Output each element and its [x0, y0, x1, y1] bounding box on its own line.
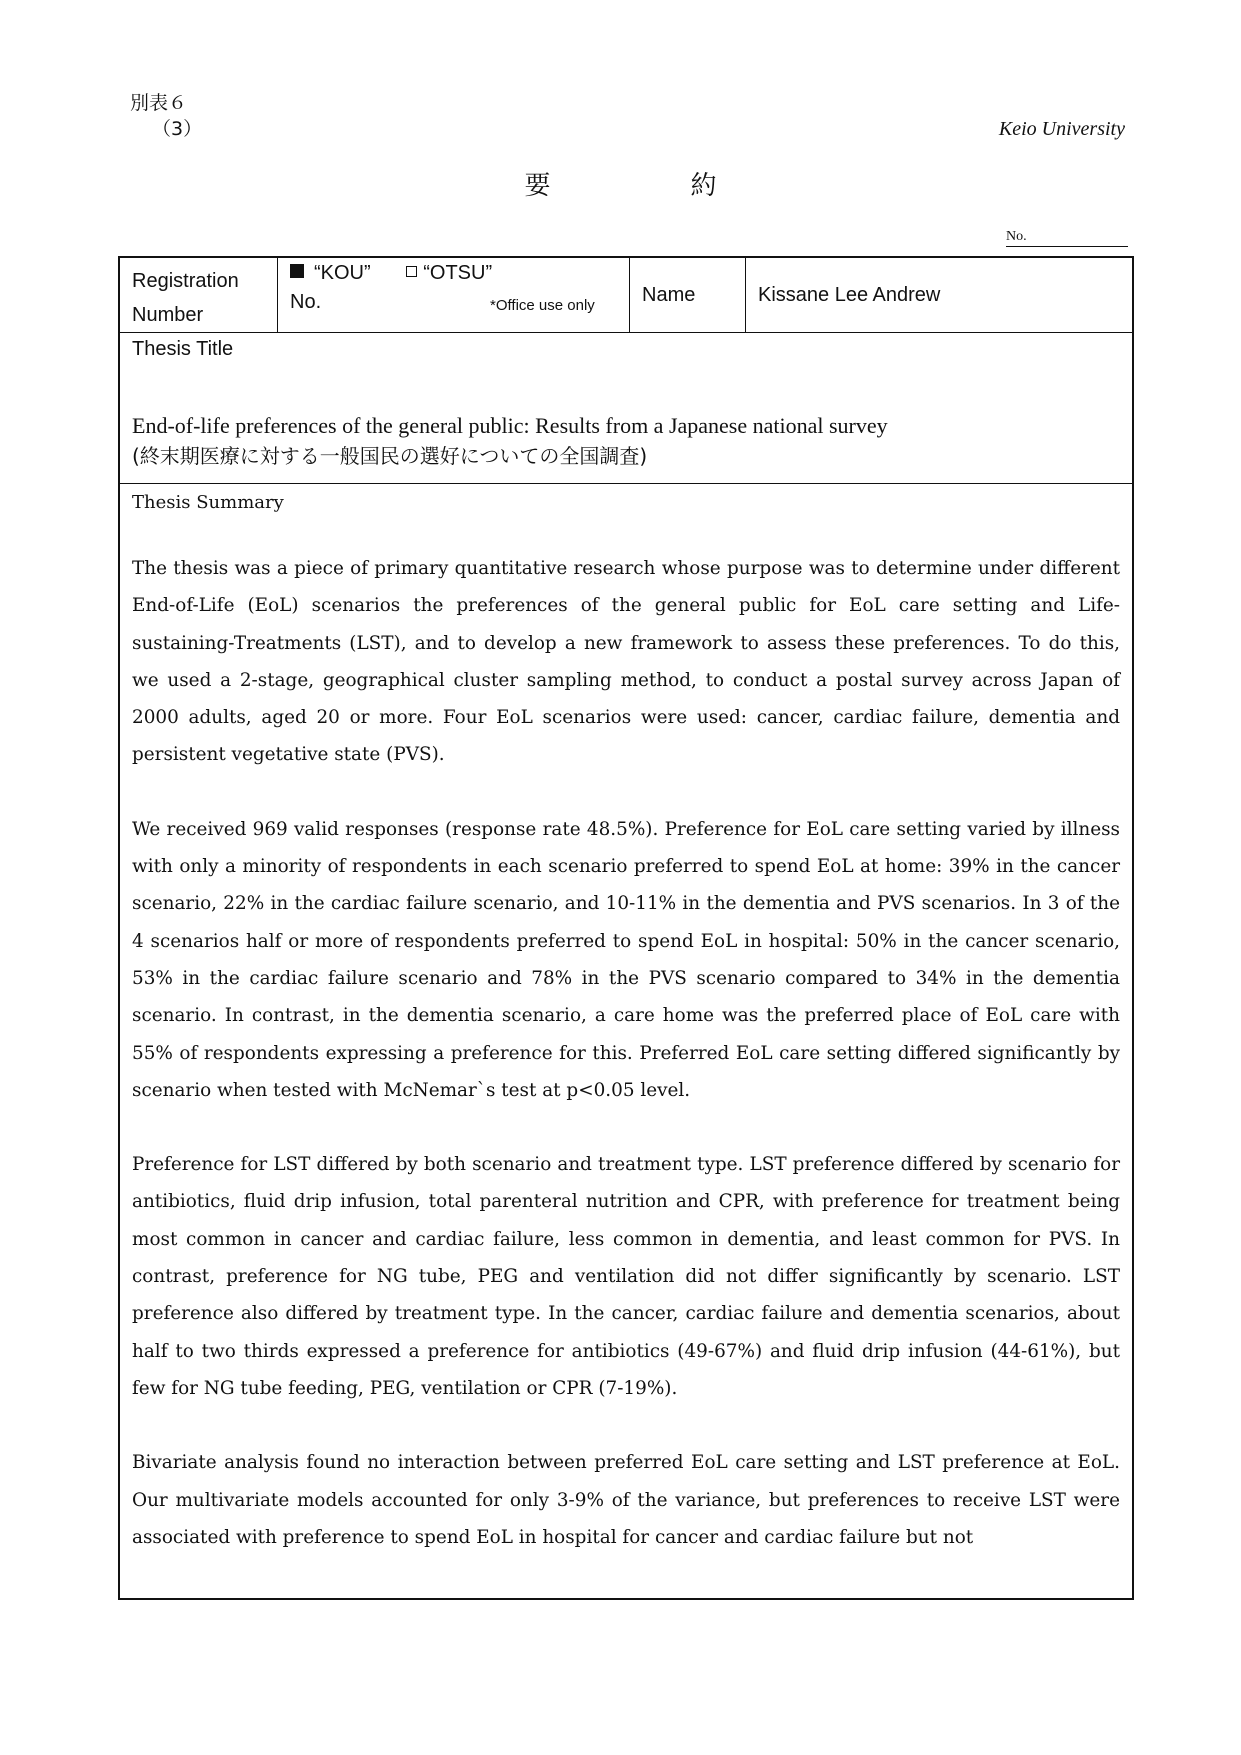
thesis-title-english: End-of-life preferences of the general public: Results from a Japanese national survey — [132, 413, 888, 438]
checked-box-icon — [290, 264, 304, 278]
form-label: 別表６ — [130, 92, 188, 114]
registration-label-line1: Registration — [132, 270, 239, 292]
registration-type-cell — [278, 258, 630, 332]
document-number-label: No. — [1006, 229, 1027, 244]
thesis-title-section — [120, 332, 1132, 484]
title-char-2: 約 — [690, 171, 717, 201]
thesis-title-label: Thesis Title — [132, 338, 234, 360]
registration-label-cell — [120, 258, 278, 332]
option-kou[interactable] — [290, 262, 371, 285]
name-label: Name — [630, 258, 746, 332]
office-use-note: *Office use only — [490, 297, 595, 314]
name-value: Kissane Lee Andrew — [758, 284, 941, 306]
thesis-summary-label: Thesis Summary — [132, 492, 284, 513]
document-title — [0, 165, 1241, 202]
summary-paragraph: Preference for LST differed by both scenario and treatment type. LST preference differed by scenario for antibiotics, fluid drip infusion, total parenteral nutrition and CPR, with preference for treatment being most common in cancer and cardiac failure, less common in dementia, and least common for PVS. In contrast, preference for NG tube, PEG and ventilation did not differ significantly by scenario. LST preference also differed by treatment type. In the cancer, cardiac failure and dementia scenarios, about half to two thirds expressed a preference for antibiotics (49-67%) and fluid drip infusion (44-61%), but few for NG tube feeding, PEG, ventilation or CPR (7-19%). — [132, 1154, 1120, 1399]
option-kou-label: “KOU” — [314, 262, 371, 284]
title-char-1: 要 — [524, 171, 551, 201]
registration-row — [120, 258, 1132, 333]
summary-paragraph: The thesis was a piece of primary quantitative research whose purpose was to determine under different End-of-Life (EoL) scenarios the preferences of the general public for EoL care setting and Life-sustaining-Treatments (LST), and to develop a new framework to assess these preferences. To do this, we used a 2-stage, geographical cluster sampling method, to conduct a postal survey across Japan of 2000 adults, aged 20 or more. Four EoL scenarios were used: cancer, cardiac failure, dementia and persistent vegetative state (PVS). — [132, 558, 1120, 766]
form-number: （3） — [152, 118, 203, 140]
option-otsu[interactable] — [406, 262, 492, 285]
thesis-summary-section — [120, 484, 1132, 1562]
document-number-field — [1006, 228, 1128, 247]
unchecked-box-icon — [406, 266, 417, 277]
option-otsu-label: “OTSU” — [423, 262, 493, 284]
form-label-block — [130, 90, 202, 142]
university-name: Keio University — [998, 118, 1125, 140]
thesis-title-japanese: (終末期医療に対する一般国民の選好についての全国調査) — [132, 444, 648, 468]
summary-paragraph: We received 969 valid responses (response rate 48.5%). Preference for EoL care setting varied by illness with only a minority of respondents in each scenario preferred to spend EoL at home: 39% in the cancer scenario, 22% in the cardiac failure scenario, and 10-11% in the dementia and PVS scenarios. In 3 of the 4 scenarios half or more of respondents preferred to spend EoL in hospital: 50% in the cancer scenario, 53% in the cardiac failure scenario and 78% in the PVS scenario compared to 34% in the dementia scenario. In contrast, in the dementia scenario, a care home was the preferred place of EoL care with 55% of respondents expressing a preference for this. Preferred EoL care setting differed significantly by scenario when tested with McNemar`s test at p<0.05 level. — [132, 818, 1120, 1101]
summary-paragraph: Bivariate analysis found no interaction between preferred EoL care setting and LST preference at EoL. Our multivariate models accounted for only 3-9% of the variance, but preferences to receive LST were associated with preference to spend EoL in hospital for cancer and cardiac failure but not — [132, 1452, 1120, 1548]
registration-no-label: No. — [290, 291, 322, 313]
registration-label-line2: Number — [132, 304, 204, 326]
summary-form — [118, 256, 1134, 1600]
